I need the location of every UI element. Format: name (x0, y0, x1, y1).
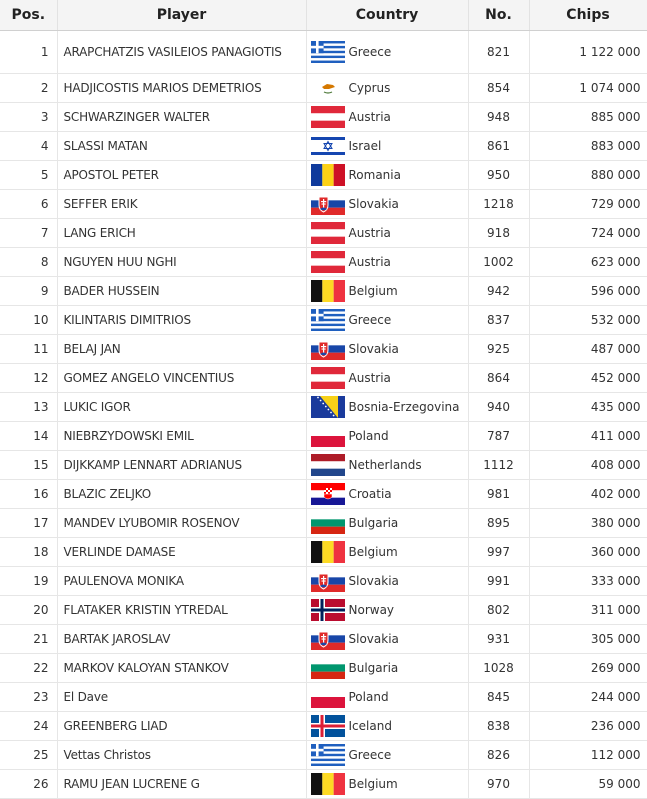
country-cell (306, 654, 468, 683)
player-number-cell: 826 (468, 741, 529, 770)
player-name-cell: BLAZIC ZELJKO (57, 480, 306, 509)
table-row (0, 567, 647, 596)
header-pos[interactable]: Pos. (0, 0, 57, 31)
country-cell (306, 625, 468, 654)
position-cell: 24 (0, 712, 57, 741)
country-name: Netherlands (348, 458, 422, 472)
player-number-cell: 821 (468, 31, 529, 74)
table-row (0, 335, 647, 364)
player-name-cell: ARAPCHATZIS VASILEIOS PANAGIOTIS (57, 31, 306, 74)
player-number-cell: 997 (468, 538, 529, 567)
table-row (0, 393, 647, 422)
player-name-cell: DIJKKAMP LENNART ADRIANUS (57, 451, 306, 480)
player-name-cell: Vettas Christos (57, 741, 306, 770)
player-number-cell: 970 (468, 770, 529, 799)
player-name-cell: NIEBRZYDOWSKI EMIL (57, 422, 306, 451)
position-cell: 4 (0, 132, 57, 161)
country-cell (306, 132, 468, 161)
player-number-cell: 950 (468, 161, 529, 190)
country-name: Slovakia (348, 342, 399, 356)
country-cell (306, 335, 468, 364)
player-number-cell: 845 (468, 683, 529, 712)
country-name: Israel (348, 139, 382, 153)
player-name-cell: El Dave (57, 683, 306, 712)
player-number-cell: 802 (468, 596, 529, 625)
country-cell (306, 451, 468, 480)
cyprus-flag-icon (311, 77, 345, 99)
position-cell: 15 (0, 451, 57, 480)
greece-flag-icon (311, 744, 345, 766)
chips-cell: 623 000 (529, 248, 647, 277)
position-cell: 25 (0, 741, 57, 770)
position-cell: 6 (0, 190, 57, 219)
israel-flag-icon (311, 135, 345, 157)
table-row (0, 248, 647, 277)
position-cell: 26 (0, 770, 57, 799)
country-cell (306, 538, 468, 567)
player-number-cell: 981 (468, 480, 529, 509)
country-cell (306, 480, 468, 509)
player-number-cell: 942 (468, 277, 529, 306)
player-number-cell: 837 (468, 306, 529, 335)
country-name: Bulgaria (348, 516, 399, 530)
country-cell (306, 31, 468, 74)
country-name: Romania (348, 168, 401, 182)
country-cell (306, 683, 468, 712)
player-name-cell: BARTAK JAROSLAV (57, 625, 306, 654)
player-number-cell: 861 (468, 132, 529, 161)
position-cell: 1 (0, 31, 57, 74)
header-row (0, 0, 647, 31)
player-number-cell: 838 (468, 712, 529, 741)
country-name: Iceland (348, 719, 392, 733)
player-number-cell: 1112 (468, 451, 529, 480)
country-cell (306, 509, 468, 538)
chips-cell: 1 074 000 (529, 74, 647, 103)
table-row (0, 219, 647, 248)
player-name-cell: MARKOV KALOYAN STANKOV (57, 654, 306, 683)
player-name-cell: NGUYEN HUU NGHI (57, 248, 306, 277)
table-row (0, 161, 647, 190)
poland-flag-icon (311, 425, 345, 447)
country-cell (306, 190, 468, 219)
country-cell (306, 422, 468, 451)
chips-cell: 435 000 (529, 393, 647, 422)
table-row (0, 277, 647, 306)
chips-cell: 59 000 (529, 770, 647, 799)
country-cell (306, 770, 468, 799)
player-number-cell: 948 (468, 103, 529, 132)
slovakia-flag-icon (311, 338, 345, 360)
player-name-cell: APOSTOL PETER (57, 161, 306, 190)
player-number-cell: 918 (468, 219, 529, 248)
table-row (0, 132, 647, 161)
position-cell: 8 (0, 248, 57, 277)
chips-cell: 402 000 (529, 480, 647, 509)
country-name: Greece (348, 45, 392, 59)
chips-cell: 883 000 (529, 132, 647, 161)
position-cell: 2 (0, 74, 57, 103)
country-name: Austria (348, 110, 391, 124)
romania-flag-icon (311, 164, 345, 186)
player-name-cell: LANG ERICH (57, 219, 306, 248)
bosnia-flag-icon (311, 396, 345, 418)
greece-flag-icon (311, 41, 345, 63)
belgium-flag-icon (311, 773, 345, 795)
player-name-cell: GOMEZ ANGELO VINCENTIUS (57, 364, 306, 393)
country-cell (306, 596, 468, 625)
position-cell: 18 (0, 538, 57, 567)
country-name: Norway (348, 603, 395, 617)
position-cell: 10 (0, 306, 57, 335)
chips-cell: 596 000 (529, 277, 647, 306)
country-name: Croatia (348, 487, 392, 501)
austria-flag-icon (311, 367, 345, 389)
chips-cell: 269 000 (529, 654, 647, 683)
chips-cell: 333 000 (529, 567, 647, 596)
table-row (0, 596, 647, 625)
player-name-cell: PAULENOVA MONIKA (57, 567, 306, 596)
country-name: Slovakia (348, 574, 399, 588)
table-row (0, 451, 647, 480)
slovakia-flag-icon (311, 570, 345, 592)
slovakia-flag-icon (311, 628, 345, 650)
chips-cell: 885 000 (529, 103, 647, 132)
austria-flag-icon (311, 222, 345, 244)
country-name: Poland (348, 429, 389, 443)
player-number-cell: 931 (468, 625, 529, 654)
player-name-cell: GREENBERG LIAD (57, 712, 306, 741)
chips-cell: 360 000 (529, 538, 647, 567)
player-number-cell: 1028 (468, 654, 529, 683)
position-cell: 17 (0, 509, 57, 538)
country-name: Greece (348, 313, 392, 327)
country-name: Cyprus (348, 81, 391, 95)
country-cell (306, 161, 468, 190)
chips-cell: 487 000 (529, 335, 647, 364)
norway-flag-icon (311, 599, 345, 621)
table-row (0, 683, 647, 712)
table-row (0, 364, 647, 393)
player-name-cell: SLASSI MATAN (57, 132, 306, 161)
position-cell: 23 (0, 683, 57, 712)
country-name: Bulgaria (348, 661, 399, 675)
country-name: Belgium (348, 284, 398, 298)
country-name: Austria (348, 226, 391, 240)
player-name-cell: SEFFER ERIK (57, 190, 306, 219)
chips-cell: 880 000 (529, 161, 647, 190)
header-no[interactable]: No. (468, 0, 529, 31)
position-cell: 5 (0, 161, 57, 190)
table-row (0, 741, 647, 770)
belgium-flag-icon (311, 541, 345, 563)
player-number-cell: 854 (468, 74, 529, 103)
country-cell (306, 103, 468, 132)
country-name: Austria (348, 255, 391, 269)
table-row (0, 31, 647, 74)
position-cell: 11 (0, 335, 57, 364)
player-name-cell: KILINTARIS DIMITRIOS (57, 306, 306, 335)
chips-cell: 305 000 (529, 625, 647, 654)
country-cell (306, 219, 468, 248)
player-name-cell: MANDEV LYUBOMIR ROSENOV (57, 509, 306, 538)
bulgaria-flag-icon (311, 512, 345, 534)
country-cell (306, 306, 468, 335)
chips-cell: 1 122 000 (529, 31, 647, 74)
player-number-cell: 925 (468, 335, 529, 364)
table-row (0, 190, 647, 219)
country-name: Slovakia (348, 632, 399, 646)
player-number-cell: 940 (468, 393, 529, 422)
chips-cell: 236 000 (529, 712, 647, 741)
player-name-cell: RAMU JEAN LUCRENE G (57, 770, 306, 799)
player-number-cell: 895 (468, 509, 529, 538)
chips-cell: 112 000 (529, 741, 647, 770)
position-cell: 20 (0, 596, 57, 625)
player-number-cell: 991 (468, 567, 529, 596)
position-cell: 12 (0, 364, 57, 393)
chips-cell: 532 000 (529, 306, 647, 335)
country-cell (306, 567, 468, 596)
player-name-cell: VERLINDE DAMASE (57, 538, 306, 567)
country-name: Poland (348, 690, 389, 704)
position-cell: 21 (0, 625, 57, 654)
header-country[interactable]: Country (306, 0, 468, 31)
table-row (0, 509, 647, 538)
player-number-cell: 864 (468, 364, 529, 393)
chips-cell: 724 000 (529, 219, 647, 248)
country-cell (306, 248, 468, 277)
country-name: Belgium (348, 777, 398, 791)
header-chips[interactable]: Chips (529, 0, 647, 31)
player-number-cell: 787 (468, 422, 529, 451)
position-cell: 16 (0, 480, 57, 509)
position-cell: 14 (0, 422, 57, 451)
belgium-flag-icon (311, 280, 345, 302)
croatia-flag-icon (311, 483, 345, 505)
table-row (0, 422, 647, 451)
player-name-cell: SCHWARZINGER WALTER (57, 103, 306, 132)
iceland-flag-icon (311, 715, 345, 737)
table-row (0, 625, 647, 654)
chips-cell: 452 000 (529, 364, 647, 393)
table-row (0, 770, 647, 799)
country-cell (306, 712, 468, 741)
table-row (0, 538, 647, 567)
netherlands-flag-icon (311, 454, 345, 476)
position-cell: 7 (0, 219, 57, 248)
austria-flag-icon (311, 251, 345, 273)
position-cell: 19 (0, 567, 57, 596)
player-number-cell: 1218 (468, 190, 529, 219)
table-row (0, 74, 647, 103)
table-row (0, 306, 647, 335)
poland-flag-icon (311, 686, 345, 708)
austria-flag-icon (311, 106, 345, 128)
table-row (0, 654, 647, 683)
slovakia-flag-icon (311, 193, 345, 215)
country-cell (306, 741, 468, 770)
table-body (0, 31, 647, 799)
chips-cell: 729 000 (529, 190, 647, 219)
chips-cell: 244 000 (529, 683, 647, 712)
player-name-cell: BELAJ JAN (57, 335, 306, 364)
country-name: Austria (348, 371, 391, 385)
player-name-cell: BADER HUSSEIN (57, 277, 306, 306)
chips-cell: 408 000 (529, 451, 647, 480)
header-player[interactable]: Player (57, 0, 306, 31)
player-number-cell: 1002 (468, 248, 529, 277)
country-name: Greece (348, 748, 392, 762)
position-cell: 3 (0, 103, 57, 132)
bulgaria-flag-icon (311, 657, 345, 679)
player-name-cell: FLATAKER KRISTIN YTREDAL (57, 596, 306, 625)
table-row (0, 480, 647, 509)
greece-flag-icon (311, 309, 345, 331)
country-cell (306, 277, 468, 306)
position-cell: 22 (0, 654, 57, 683)
chips-cell: 311 000 (529, 596, 647, 625)
country-name: Belgium (348, 545, 398, 559)
player-name-cell: HADJICOSTIS MARIOS DEMETRIOS (57, 74, 306, 103)
chips-cell: 411 000 (529, 422, 647, 451)
country-cell (306, 74, 468, 103)
table-row (0, 103, 647, 132)
chips-cell: 380 000 (529, 509, 647, 538)
country-name: Slovakia (348, 197, 399, 211)
position-cell: 9 (0, 277, 57, 306)
position-cell: 13 (0, 393, 57, 422)
country-name: Bosnia-Erzegovina (348, 400, 460, 414)
table-row (0, 712, 647, 741)
player-name-cell: LUKIC IGOR (57, 393, 306, 422)
country-cell (306, 364, 468, 393)
country-cell (306, 393, 468, 422)
